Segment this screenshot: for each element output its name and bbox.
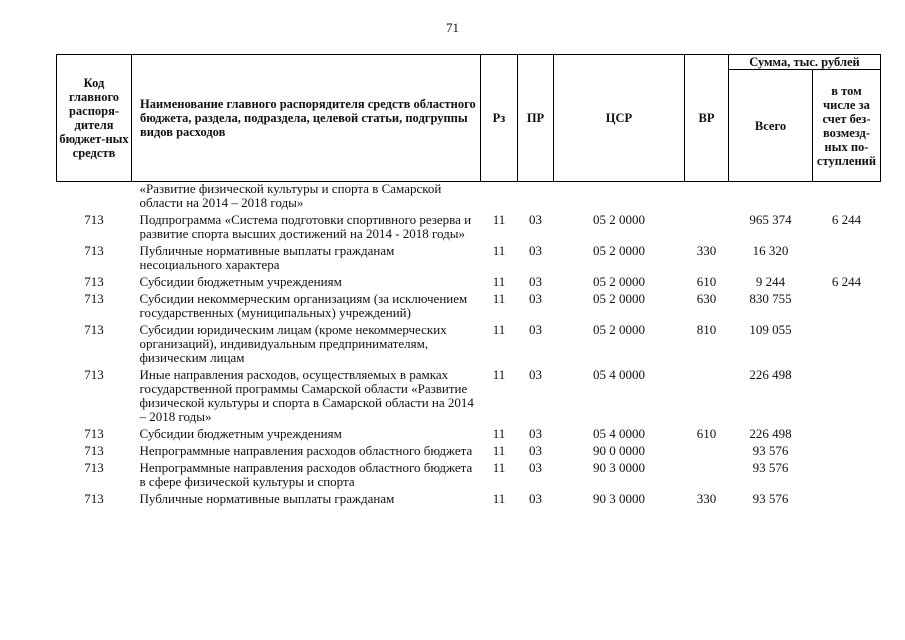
- cell-pr: 03: [529, 491, 542, 506]
- cell-free: [813, 427, 881, 444]
- cell-rz: 11: [492, 367, 506, 382]
- cell-code: 713: [84, 443, 104, 458]
- cell-name: «Развитие физической культуры и спорта в Самарской области на 2014 – 2018 годы»: [139, 181, 442, 210]
- cell-pr: [518, 182, 554, 214]
- cell-vr: [685, 213, 729, 244]
- table-row: [57, 492, 881, 509]
- cell-total: 109 055: [749, 322, 792, 337]
- cell-vr: 330: [696, 243, 717, 258]
- cell-total: 93 576: [752, 443, 789, 458]
- cell-free: 6 244: [831, 212, 862, 227]
- cell-code: 713: [84, 322, 104, 337]
- table-row: [57, 427, 881, 444]
- table-row: [57, 182, 881, 214]
- header-csr: ЦСР: [554, 55, 685, 182]
- cell-csr: [554, 182, 685, 214]
- cell-name: Иные направления расходов, осуществляемых в рамках государственной программы Самарской области «Развитие физической культуры и спорта в Самарской области на 2014 – 2018 годы»: [139, 367, 474, 424]
- cell-name: Субсидии бюджетным учреждениям: [139, 426, 342, 441]
- budget-table: [56, 54, 881, 509]
- cell-rz: 11: [492, 243, 506, 258]
- cell-pr: 03: [529, 426, 542, 441]
- cell-pr: 03: [529, 322, 542, 337]
- header-name: Наименование главного распорядителя средств областного бюджета, раздела, подраздела, целевой статьи, подгруппы видов расходов: [132, 55, 481, 182]
- cell-total: 965 374: [749, 212, 792, 227]
- cell-vr: 610: [696, 426, 717, 441]
- cell-rz: 11: [492, 212, 506, 227]
- cell-name: Субсидии некоммерческим организациям (за исключением государственных (муниципальных) учреждений): [139, 291, 468, 320]
- cell-total: 16 320: [752, 243, 789, 258]
- table-row: [57, 461, 881, 492]
- cell-free: [813, 292, 881, 323]
- cell-code: 713: [84, 491, 104, 506]
- cell-free: [813, 492, 881, 509]
- cell-code: 713: [84, 460, 104, 475]
- cell-rz: 11: [492, 274, 506, 289]
- cell-vr: [685, 368, 729, 427]
- cell-csr: 05 2 0000: [593, 322, 645, 337]
- cell-free: [813, 368, 881, 427]
- cell-pr: 03: [529, 274, 542, 289]
- cell-csr: 90 0 0000: [593, 443, 645, 458]
- table-row: [57, 368, 881, 427]
- cell-rz: [481, 182, 518, 214]
- cell-total: 830 755: [749, 291, 792, 306]
- cell-code: 713: [84, 291, 104, 306]
- cell-free: [813, 461, 881, 492]
- header-code: Код главного распоря-дителя бюджет-ных средств: [57, 55, 132, 182]
- cell-csr: 05 2 0000: [593, 212, 645, 227]
- cell-csr: 05 2 0000: [593, 291, 645, 306]
- cell-vr: 610: [696, 274, 717, 289]
- cell-vr: [685, 444, 729, 461]
- header-free: в том числе за счет без-возмезд-ных по-ступлений: [813, 70, 881, 182]
- cell-rz: 11: [492, 460, 506, 475]
- cell-vr: 810: [696, 322, 717, 337]
- cell-rz: 11: [492, 426, 506, 441]
- cell-code: 713: [84, 367, 104, 382]
- cell-vr: [685, 461, 729, 492]
- table-row: [57, 323, 881, 368]
- cell-total: 226 498: [749, 367, 792, 382]
- table-row: [57, 244, 881, 275]
- cell-name: Подпрограмма «Система подготовки спортивного резерва и развитие спорта высших достижений на 2014 - 2018 годы»: [139, 212, 472, 241]
- cell-free: [813, 182, 881, 214]
- cell-csr: 90 3 0000: [593, 460, 645, 475]
- cell-name: Публичные нормативные выплаты гражданам несоциального характера: [139, 243, 395, 272]
- cell-total: 93 576: [752, 460, 789, 475]
- cell-csr: 05 2 0000: [593, 274, 645, 289]
- cell-code: 713: [84, 426, 104, 441]
- cell-csr: 90 3 0000: [593, 491, 645, 506]
- cell-total: [729, 182, 813, 214]
- cell-free: [813, 244, 881, 275]
- cell-name: Субсидии бюджетным учреждениям: [139, 274, 342, 289]
- cell-rz: 11: [492, 443, 506, 458]
- cell-name: Публичные нормативные выплаты гражданам: [139, 491, 395, 506]
- header-pr: ПР: [518, 55, 554, 182]
- cell-pr: 03: [529, 460, 542, 475]
- table-row: [57, 444, 881, 461]
- cell-pr: 03: [529, 443, 542, 458]
- cell-rz: 11: [492, 291, 506, 306]
- table-row: [57, 213, 881, 244]
- header-sum: Сумма, тыс. рублей: [729, 55, 881, 70]
- cell-name: Субсидии юридическим лицам (кроме некоммерческих организаций), индивидуальным предпринимателям, физическим лицам: [139, 322, 447, 365]
- cell-code: [57, 182, 132, 214]
- page-number: 71: [446, 20, 459, 35]
- cell-total: 9 244: [755, 274, 786, 289]
- cell-vr: [685, 182, 729, 214]
- cell-code: 713: [84, 274, 104, 289]
- cell-pr: 03: [529, 212, 542, 227]
- table-row: [57, 292, 881, 323]
- header-total: Всего: [729, 70, 813, 182]
- cell-total: 93 576: [752, 491, 789, 506]
- cell-pr: 03: [529, 291, 542, 306]
- cell-vr: 630: [696, 291, 717, 306]
- cell-rz: 11: [492, 322, 506, 337]
- cell-code: 713: [84, 243, 104, 258]
- cell-total: 226 498: [749, 426, 792, 441]
- cell-csr: 05 4 0000: [593, 426, 645, 441]
- cell-pr: 03: [529, 243, 542, 258]
- cell-pr: 03: [529, 367, 542, 382]
- cell-name: Непрограммные направления расходов областного бюджета в сфере физической культуры и спорта: [139, 460, 473, 489]
- cell-free: 6 244: [831, 274, 862, 289]
- header-vr: ВР: [685, 55, 729, 182]
- cell-csr: 05 4 0000: [593, 367, 645, 382]
- cell-name: Непрограммные направления расходов областного бюджета: [139, 443, 473, 458]
- cell-rz: 11: [492, 491, 506, 506]
- cell-free: [813, 323, 881, 368]
- table-row: [57, 275, 881, 292]
- cell-code: 713: [84, 212, 104, 227]
- header-rz: Рз: [481, 55, 518, 182]
- cell-csr: 05 2 0000: [593, 243, 645, 258]
- cell-free: [813, 444, 881, 461]
- cell-vr: 330: [696, 491, 717, 506]
